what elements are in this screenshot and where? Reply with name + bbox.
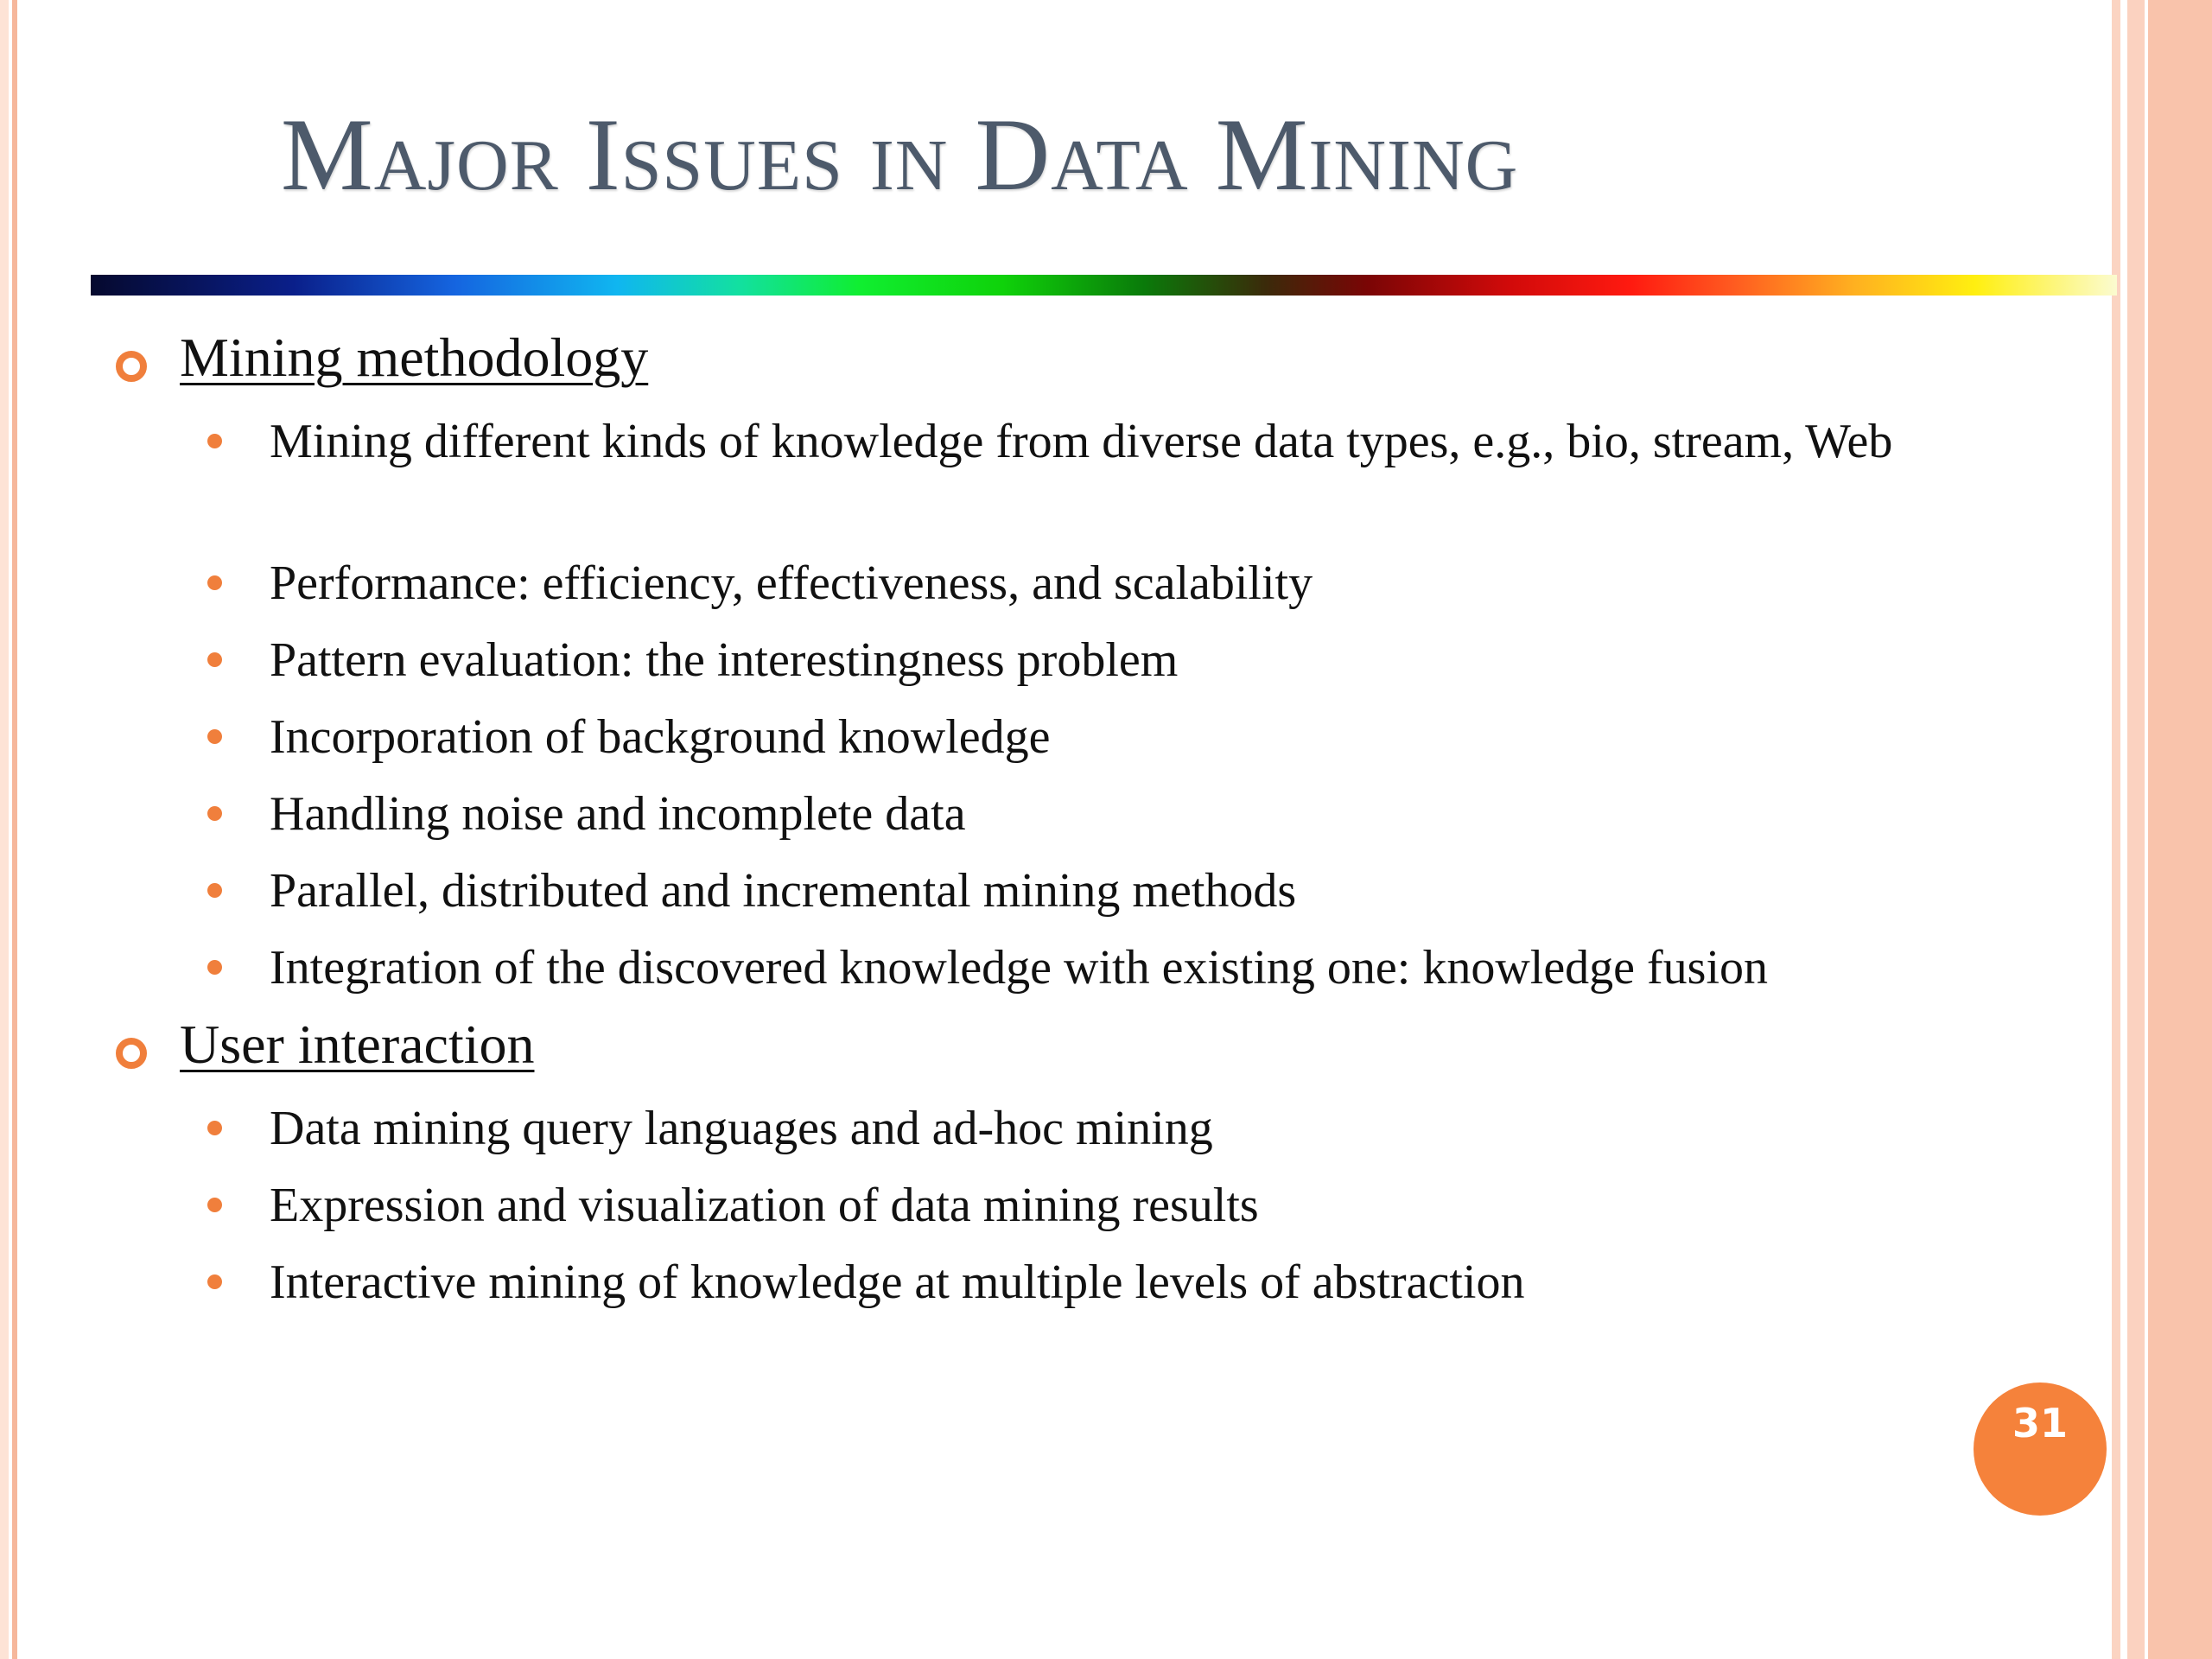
list-item: Mining different kinds of knowledge from diverse data types, e.g., bio, stream, Web [270, 415, 1893, 468]
orange-dot-icon [207, 1198, 222, 1212]
orange-dot-icon [207, 575, 222, 590]
list-item: Pattern evaluation: the interestingness problem [270, 633, 1179, 687]
list-item: Performance: efficiency, effectiveness, and scalability [270, 556, 1313, 610]
orange-dot-icon [207, 806, 222, 821]
list-item: Handling noise and incomplete data [270, 787, 966, 841]
list-item: Data mining query languages and ad-hoc mining [270, 1102, 1213, 1155]
list-item: Integration of the discovered knowledge with existing one: knowledge fusion [270, 941, 1769, 995]
orange-dot-icon [207, 652, 222, 667]
orange-dot-icon [207, 1274, 222, 1289]
list-item: Interactive mining of knowledge at multiple levels of abstraction [270, 1255, 1525, 1309]
list-item: Incorporation of background knowledge [270, 710, 1051, 764]
orange-dot-icon [207, 883, 222, 898]
list-item: Parallel, distributed and incremental mining methods [270, 864, 1297, 918]
orange-dot-icon [207, 434, 222, 448]
orange-dot-icon [207, 960, 222, 975]
orange-ring-icon [116, 1038, 147, 1069]
slide-title: Major Issues in Data Mining [281, 97, 1519, 212]
section-heading-user-interaction: User interaction [180, 1014, 535, 1075]
orange-dot-icon [207, 729, 222, 744]
orange-dot-icon [207, 1121, 222, 1135]
section-heading-mining-methodology: Mining methodology [180, 327, 649, 388]
page-number: 31 [2012, 1400, 2068, 1446]
list-item: Expression and visualization of data mining results [270, 1179, 1259, 1232]
page-number-badge [1974, 1382, 2107, 1516]
orange-ring-icon [116, 351, 147, 382]
